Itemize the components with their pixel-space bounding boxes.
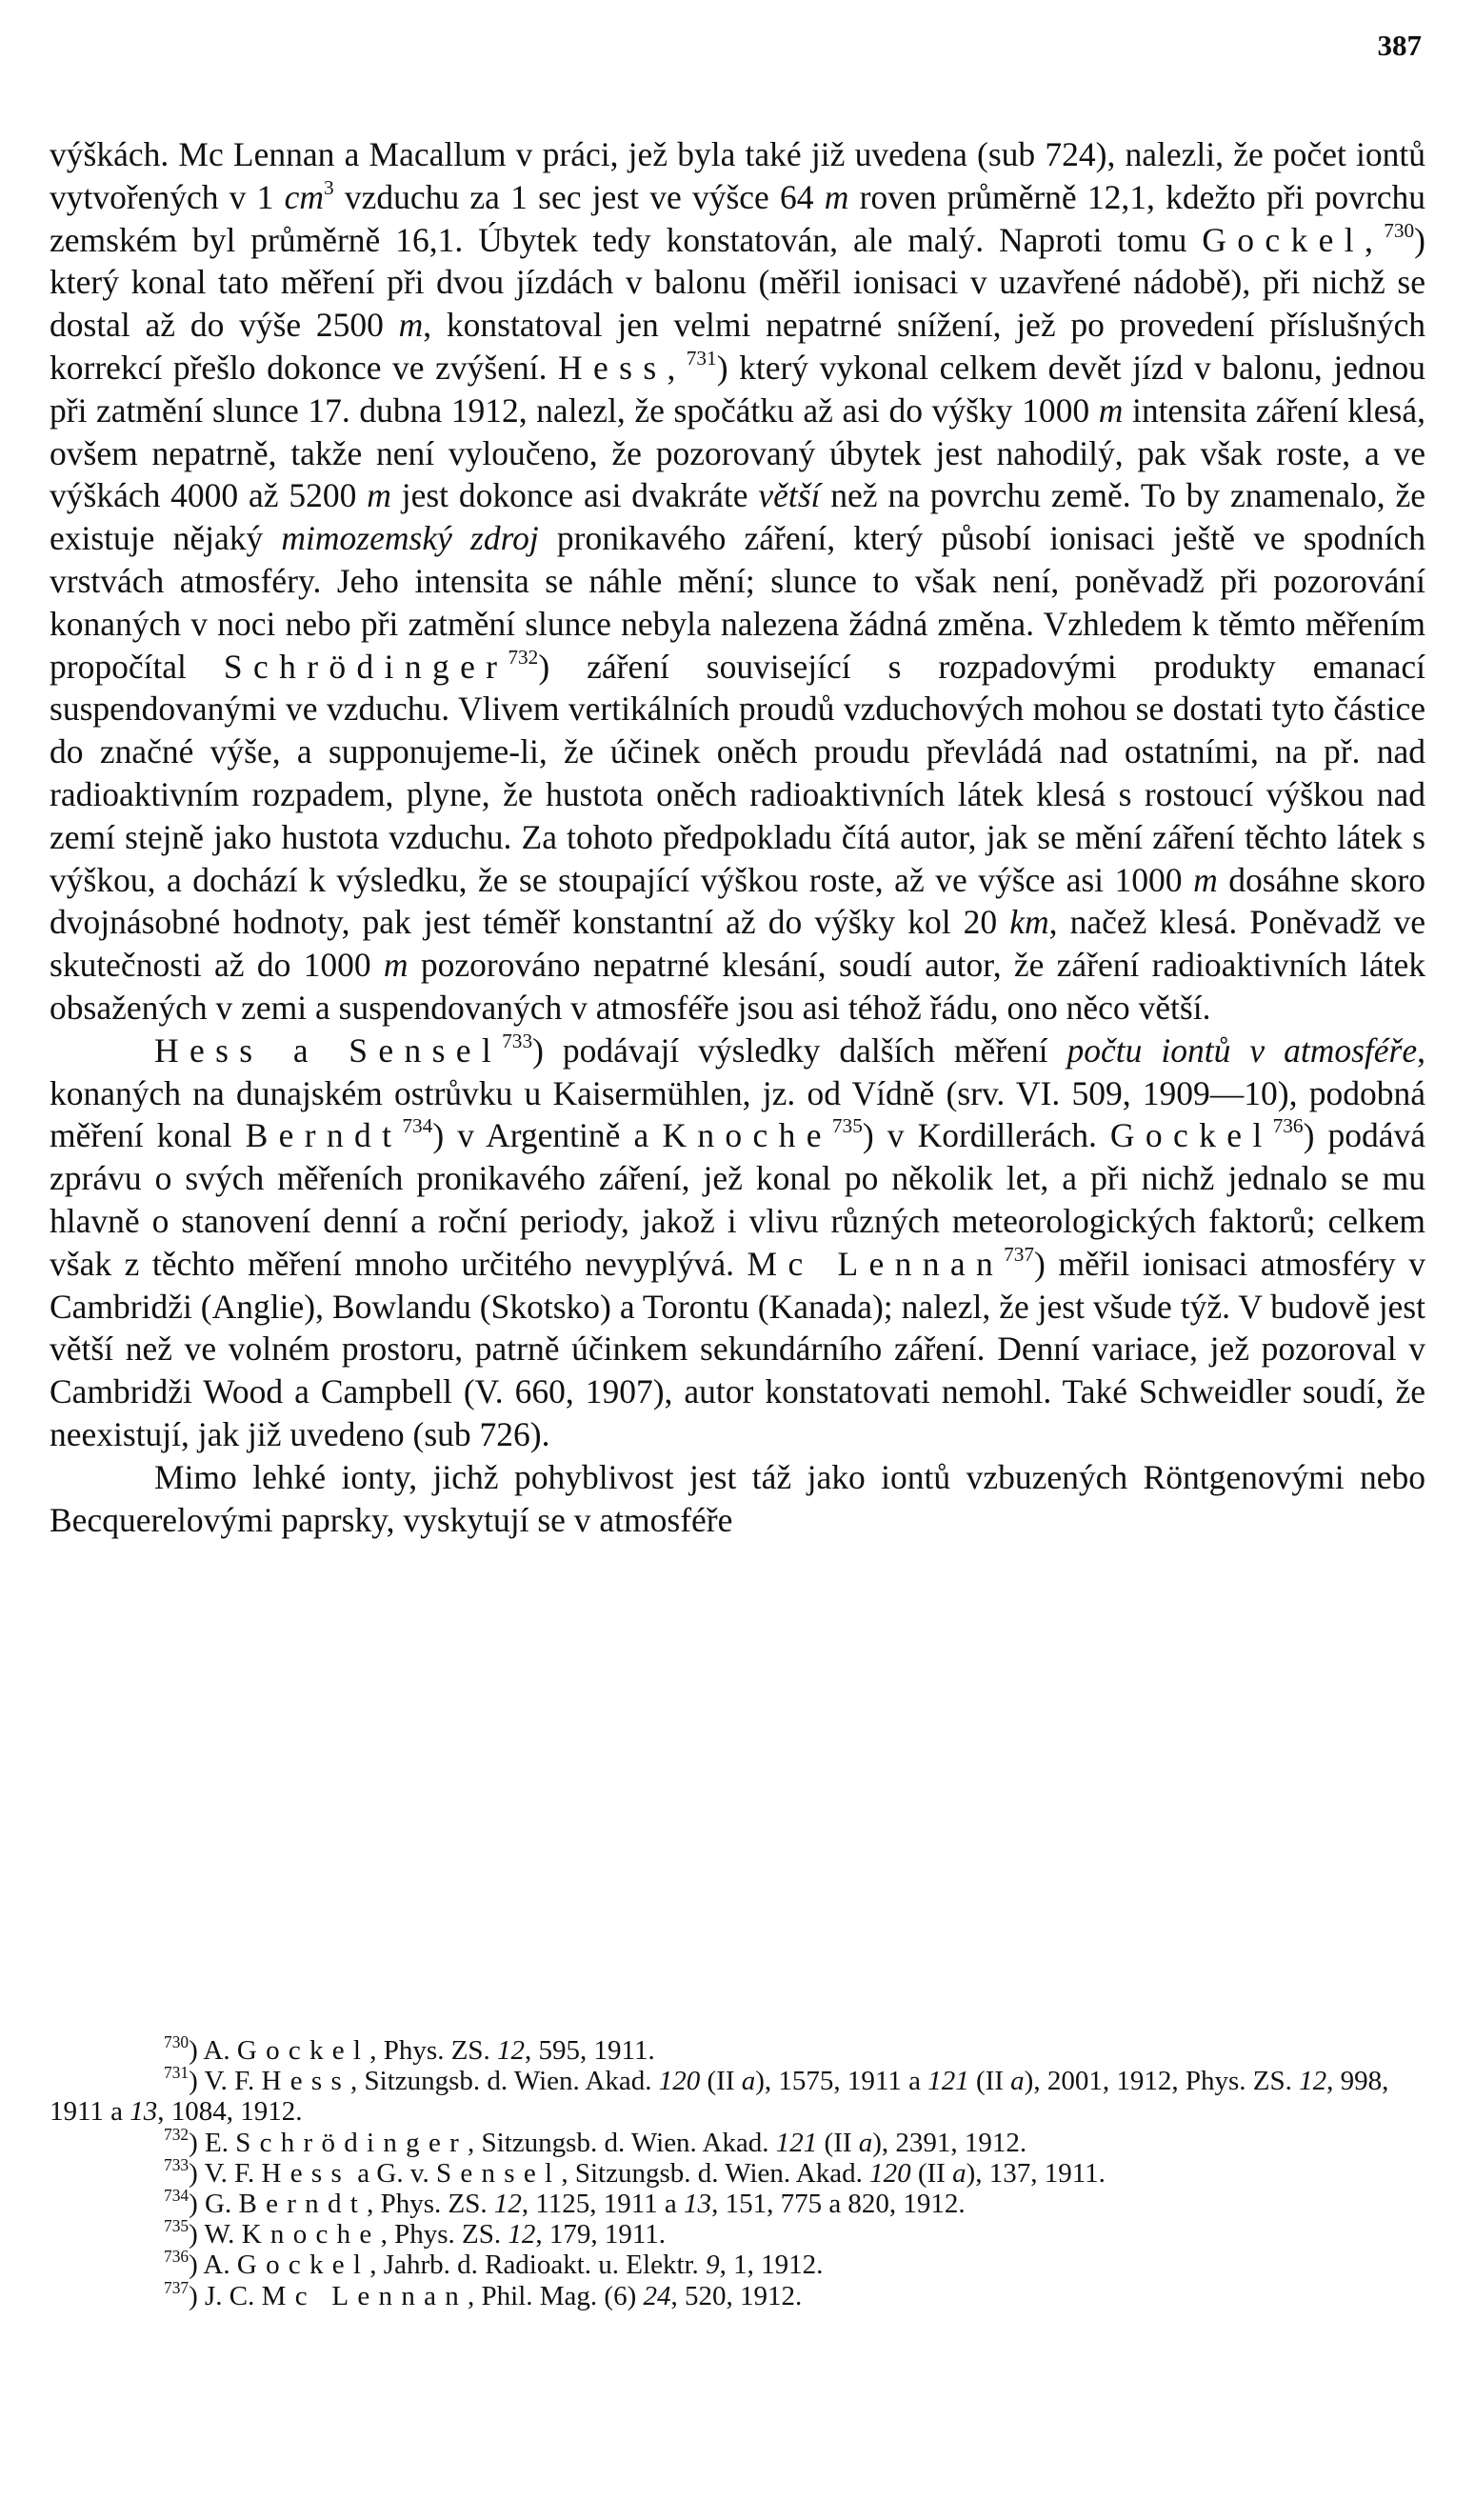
author-name: Knoche: [662, 1116, 832, 1155]
footnote-entry: [50, 2277, 1425, 2311]
text-run: (II: [700, 2066, 742, 2097]
author-name: Gockel,: [1202, 220, 1385, 259]
text-run: , 1084, 1912.: [157, 2096, 303, 2128]
author-name: Gockel: [1109, 1116, 1273, 1155]
footnote-ref: 731: [164, 2063, 189, 2083]
page-number: 387: [1377, 29, 1422, 62]
footnote-entry: [50, 2063, 1425, 2128]
footnote-ref: 734: [164, 2185, 189, 2205]
text-run: ) J. C.: [189, 2280, 262, 2311]
italic-text: a: [1010, 2066, 1025, 2097]
text-run: než na povrchu země. To by znamenalo, že existuje nějaký: [50, 476, 1426, 558]
footnote-ref: 733: [502, 1029, 533, 1052]
text-run: , konstatoval jen velmi nepatrné snížení, jež po provedení příslušných korrekcí přešlo dokonce ve zvýšení.: [50, 306, 1425, 387]
text-run: ) W.: [189, 2219, 242, 2250]
text-run: , Phil. Mag. (6): [468, 2280, 644, 2311]
italic-text: počtu iontů v atmosféře: [1066, 1030, 1418, 1070]
text-run: , Sitzungsb. d. Wien. Akad.: [468, 2127, 776, 2158]
italic-text: 121: [775, 2127, 818, 2158]
text-run: ), 1575, 1911 a: [755, 2066, 928, 2097]
author-name: Berndt: [238, 2189, 368, 2220]
text-run: ) podává zprávu o svých měřeních pronikavého záření, jež konal po několik let, a při nichž jednalo se mu hlavně o stanovení denní a roční periody, jakož i vlivu různých meteorologických faktorů; celkem však z těchto měření mnoho určitého nevyplývá.: [50, 1116, 1425, 1283]
text-run: (II: [910, 2157, 953, 2189]
text-run: ) V. F.: [189, 2066, 262, 2097]
text-run: , Jahrb. d. Radioakt. u. Elektr.: [369, 2250, 707, 2281]
italic-text: km: [1009, 903, 1049, 942]
text-run: , Phys. ZS.: [367, 2189, 494, 2220]
text-run: ) podávají výsledky dalších měření: [532, 1030, 1067, 1070]
footnote-ref: 3: [324, 175, 334, 199]
text-run: ), 2001, 1912, Phys. ZS.: [1024, 2066, 1300, 2097]
text-run: ) v Argentině a: [432, 1116, 663, 1155]
text-run: pozorováno nepatrné klesání, soudí autor, že záření radioaktivních látek obsažených v zemi a suspendovaných v atmosféře jsou asi téhož řádu, ono něco větší.: [50, 946, 1425, 1027]
paragraph: [50, 1456, 1425, 1542]
text-run: ), 137, 1911.: [966, 2157, 1106, 2189]
text-run: , 1, 1912.: [719, 2250, 824, 2281]
footnote-ref: 735: [831, 1114, 863, 1138]
author-name: Schrödinger: [235, 2127, 468, 2158]
author-name: Mc Lennan: [747, 1244, 1005, 1283]
text-run: ) který konal tato měření při dvou jízdách v balonu (měřil ionisaci v uzavřené nádobě), při nichž se dostal až do výše 2500: [50, 220, 1425, 345]
italic-text: 12: [1299, 2066, 1327, 2097]
text-run: a G. v.: [350, 2157, 436, 2189]
italic-text: m: [1193, 860, 1218, 899]
italic-text: 121: [927, 2066, 969, 2097]
footnote-entry: [50, 2124, 1425, 2158]
italic-text: 24: [643, 2280, 671, 2311]
text-run: ), 2391, 1912.: [872, 2127, 1027, 2158]
author-name: Hess: [261, 2157, 351, 2189]
text-run: ) G.: [189, 2189, 239, 2220]
text-run: , Phys. ZS.: [369, 2035, 498, 2066]
italic-text: a: [741, 2066, 756, 2097]
text-run: Mimo lehké ionty, jichž pohyblivost jest táž jako iontů vzbuzených Röntgenovými nebo Becquerelovými paprsky, vyskytují se v atmosféře: [50, 1457, 1425, 1539]
text-run: , Sitzungsb. d. Wien. Akad.: [350, 2066, 659, 2097]
italic-text: m: [824, 177, 849, 216]
author-name: Berndt: [245, 1116, 403, 1155]
italic-text: cm: [284, 177, 325, 216]
text-run: , 998, 1911 a: [50, 2066, 1389, 2128]
text-run: , 520, 1912.: [670, 2280, 803, 2311]
author-name: Schrödinger: [223, 647, 508, 686]
italic-text: 12: [497, 2035, 526, 2066]
author-name: Hess,: [558, 348, 687, 387]
author-name: Hess a Sensel: [154, 1030, 503, 1070]
text-run: , Sitzungsb. d. Wien. Akad.: [561, 2157, 870, 2189]
text-run: vzduchu za 1 sec jest ve výšce 64: [333, 177, 825, 216]
italic-text: 120: [658, 2066, 701, 2097]
text-run: ) A.: [189, 2250, 237, 2281]
italic-text: mimozemský zdroj: [281, 519, 539, 558]
text-run: , konaných na dunajském ostrůvku u Kaisermühlen, jz. od Vídně (srv. VI. 509, 1909—10), podobná měření konal: [50, 1030, 1425, 1155]
author-name: Hess: [261, 2066, 351, 2097]
text-run: dosáhne skoro dvojnásobné hodnoty, pak jest téměř konstantní až do výšky kol 20: [50, 860, 1425, 942]
paragraph: [50, 1030, 1425, 1456]
text-run: , načež klesá. Poněvadž ve skutečnosti až do 1000: [50, 903, 1425, 985]
text-run: ) záření související s rozpadovými produkty emanací suspendovanými ve vzduchu. Vlivem vertikálních proudů vzduchových mohou se dostati tyto částice do značné výše, a supponujeme-li, že účinek oněch proudu převládá nad ostatními, na př. nad radioaktivním rozpadem, plyne, že hustota oněch radioaktivních látek klesá s rostoucí výškou nad zemí stejně jako hustota vzduchu. Za tohoto předpokladu čítá autor, jak se mění záření těchto látek s výškou, a dochází k výsledku, že se stoupající výškou roste, až ve výšce asi 1000: [50, 647, 1425, 899]
paragraph: [50, 133, 1425, 1030]
italic-text: 9: [706, 2250, 720, 2281]
footnote-ref: 731: [686, 347, 717, 370]
text-run: jest dokonce asi dvakráte: [390, 476, 759, 515]
italic-text: a: [858, 2127, 873, 2158]
footnotes: [50, 2031, 1425, 2311]
footnote-entry: [50, 2154, 1425, 2189]
italic-text: 12: [508, 2219, 536, 2250]
text-run: ) který vykonal celkem devět jízd v balonu, jednou při zatmění slunce 17. dubna 1912, nalezl, že spočátku až asi do výšky 1000: [50, 348, 1425, 430]
text-run: ) v Kordillerách.: [862, 1116, 1110, 1155]
text-run: pronikavého záření, který působí ionisaci ještě ve spodních vrstvách atmosféry. Jeho intensita se náhle mění; slunce to však není, poněvadž při pozorování konaných v noci nebo při zatmění slunce nebyla nalezena žádná změna. Vzhledem k těmto měřením propočítal: [50, 519, 1426, 686]
footnote-ref: 735: [164, 2216, 189, 2236]
italic-text: 13: [130, 2096, 158, 2128]
text-run: , 1125, 1911 a: [521, 2189, 685, 2220]
italic-text: m: [398, 306, 424, 345]
italic-text: m: [383, 946, 409, 985]
author-name: Mc Lennan: [261, 2280, 468, 2311]
main-text: [50, 133, 1425, 1541]
footnote-ref: 736: [1272, 1114, 1304, 1138]
text-run: intensita záření klesá, ovšem nepatrně, takže není vyloučeno, že pozorovaný úbytek jest nahodilý, pak však roste, a ve výškách 4000 až 5200: [50, 390, 1425, 515]
text-run: (II: [817, 2127, 859, 2158]
text-run: , 179, 1911.: [535, 2219, 667, 2250]
footnote-entry: [50, 2247, 1425, 2281]
footnote-ref: 732: [164, 2124, 189, 2144]
text-run: , Phys. ZS.: [380, 2219, 508, 2250]
text-run: ) V. F.: [189, 2157, 262, 2189]
footnote-ref: 737: [164, 2277, 189, 2297]
author-name: Knoche: [241, 2219, 381, 2250]
italic-text: 12: [493, 2189, 522, 2220]
footnote-ref: 737: [1004, 1242, 1035, 1266]
text-run: roven průměrně 12,1, kdežto při povrchu zemském byl průměrně 16,1. Úbytek tedy konstatován, ale malý. Naproti tomu: [50, 177, 1425, 259]
text-run: , 595, 1911.: [525, 2035, 655, 2066]
italic-text: m: [1098, 390, 1124, 430]
footnote-entry: [50, 2185, 1425, 2220]
footnote-ref: 736: [164, 2247, 189, 2267]
footnote-entry: [50, 2216, 1425, 2250]
footnote-ref: 732: [508, 645, 539, 669]
footnote-entry: [50, 2031, 1425, 2066]
text-run: (II: [968, 2066, 1011, 2097]
italic-text: a: [952, 2157, 967, 2189]
text-run: ) E.: [189, 2127, 236, 2158]
footnote-ref: 730: [1384, 218, 1415, 242]
author-name: Gockel: [236, 2250, 370, 2281]
text-run: , 151, 775 a 820, 1912.: [711, 2189, 966, 2220]
italic-text: m: [367, 476, 391, 515]
footnote-ref: 733: [164, 2154, 189, 2174]
italic-text: větší: [758, 476, 821, 515]
text-run: ) A.: [189, 2035, 237, 2066]
text-run: ) měřil ionisaci atmosféry v Cambridži (Anglie), Bowlandu (Skotsko) a Torontu (Kanada); nalezl, že jest všude týž. V budově jest větší než ve volném prostoru, patrně účinkem sekundárního záření. Denní variace, jež pozoroval v Cambridži Wood a Campbell (V. 660, 1907), autor konstatovati nemohl. Také Schweidler soudí, že neexistují, jak již uvedeno (sub 726).: [50, 1244, 1425, 1453]
footnote-ref: 730: [164, 2031, 189, 2051]
text-run: výškách. Mc Lennan a Macallum v práci, jež byla také již uvedena (sub 724), nalezli, že počet iontů vytvořených v 1: [50, 135, 1425, 216]
author-name: Gockel: [236, 2035, 370, 2066]
footnote-ref: 734: [402, 1114, 433, 1138]
italic-text: 13: [684, 2189, 712, 2220]
author-name: Sensel: [435, 2157, 562, 2189]
italic-text: 120: [869, 2157, 911, 2189]
